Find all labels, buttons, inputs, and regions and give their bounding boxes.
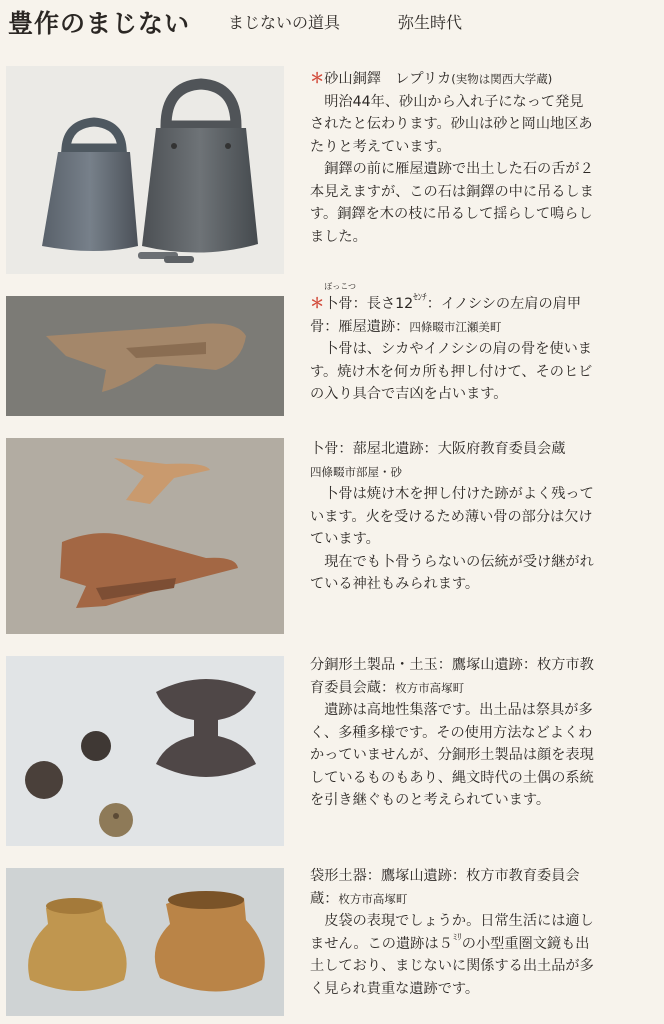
asterisk-mark: ＊ <box>310 296 325 312</box>
item-heading-2: 四條畷市部屋・砂 <box>310 464 402 479</box>
body-text: 卜骨は焼け木を押し付けた跡がよく残って <box>324 486 594 502</box>
unit-label: ﾐﾘ <box>452 932 462 943</box>
body-line: の入り具合で吉凶を占います。 <box>310 386 508 402</box>
body-line: しているものもあり、縄文時代の土偶の系統 <box>310 769 594 786</box>
photo-oracle-bone <box>6 296 284 416</box>
body-text: 明治44年、砂山から入れ子になって発見 <box>324 93 584 110</box>
item-bag-pottery-text <box>310 865 642 1000</box>
photo-bone-fragments <box>6 438 284 634</box>
heading-site: 育委員会蔵： <box>310 679 396 696</box>
body-line: されたと伝わります。砂山は砂と岡山地区あ <box>310 116 593 132</box>
item-heading <box>310 68 642 91</box>
asterisk-mark: ＊ <box>310 71 325 87</box>
body-line: ました。 <box>310 228 367 245</box>
body-text: 現在でも卜骨うらないの伝統が受け継がれ <box>324 553 594 570</box>
body-text: 遺跡は高地性集落です。出土品は祭具が多 <box>324 702 593 718</box>
body-text: の小型重圏文鏡も出 <box>461 935 590 952</box>
page-subtitle: まじないの道具 <box>228 13 341 32</box>
heading-location: 枚方市高塚町 <box>395 680 465 695</box>
body-line <box>310 158 642 181</box>
heading-ruby <box>324 282 357 316</box>
item-dotaku-text <box>310 68 642 248</box>
ruby-text: ぼっこつ <box>324 282 357 291</box>
item-heading-2 <box>310 677 642 700</box>
body-line: く、多種多様です。その使用方法などよくわ <box>310 724 593 741</box>
body-line: 土しており、まじないに関係する出土品が多 <box>310 958 594 974</box>
heading-kind: レプリカ <box>395 71 452 87</box>
item-heading: 分銅形土製品・土玉：鷹塚山遺跡：枚方市教 <box>310 657 594 673</box>
body-line: たりと考えています。 <box>310 138 451 155</box>
body-line: 本見えますが、この石は銅鐸の中に吊るしま <box>310 183 594 200</box>
heading-location: 枚方市高塚町 <box>338 891 408 906</box>
body-text: 銅鐸の前に雁屋遺跡で出土した石の舌が２ <box>324 161 594 177</box>
body-text: 皮袋の表現でしょうか。日常生活には適し <box>324 913 594 929</box>
item-heading: 卜骨：蔀屋北遺跡：大阪府教育委員会蔵 <box>310 441 566 457</box>
body-line: ています。 <box>310 531 380 547</box>
body-line: く見られ貴重な遺跡です。 <box>310 980 480 997</box>
item-heading-2 <box>310 316 642 339</box>
period-label: 弥生時代 <box>398 13 463 32</box>
heading-desc: ：イノシシの左肩の肩甲 <box>426 296 582 312</box>
body-line <box>310 933 642 956</box>
heading-location: 四條畷市江瀬美町 <box>409 319 502 334</box>
heading-length: ：長さ12 <box>352 296 414 312</box>
page-header <box>8 4 658 44</box>
body-line: います。火を受けるため薄い骨の部分は欠け <box>310 508 593 525</box>
item-heading: 袋形土器：鷹塚山遺跡：枚方市教育委員会 <box>310 868 580 884</box>
item-bone-fragments-text <box>310 438 642 596</box>
item-heading <box>310 282 642 316</box>
photo-clay-ornaments <box>6 656 284 846</box>
body-line <box>310 338 642 361</box>
heading-note: (実物は関西大学蔵) <box>451 72 553 86</box>
body-line <box>310 483 642 506</box>
heading-name: 卜骨 <box>324 296 353 312</box>
body-line: を引き継ぐものと考えられています。 <box>310 792 551 808</box>
body-text: ません。この遺跡は５ <box>310 935 453 952</box>
body-line <box>310 699 642 722</box>
body-line <box>310 910 642 933</box>
photo-bag-pottery <box>6 868 284 1016</box>
body-line: ている神社もみられます。 <box>310 576 480 592</box>
heading-site: 蔵： <box>310 890 339 907</box>
unit-label: ｾﾝﾁ <box>413 293 427 303</box>
heading-name: 砂山銅鐸 <box>324 71 381 87</box>
photo-dotaku-bells <box>6 66 284 274</box>
body-line: す。銅鐸を木の枝に吊るして揺らして鳴らし <box>310 206 593 222</box>
body-text: 卜骨は、シカやイノシシの肩の骨を使いま <box>324 341 592 357</box>
page-title: 豊作のまじない <box>8 9 191 38</box>
item-heading-2 <box>310 888 642 911</box>
body-line: かっていませんが、分銅形土製品は顔を表現 <box>310 747 594 763</box>
item-clay-ornaments-text <box>310 654 642 812</box>
body-line <box>310 551 642 574</box>
item-oracle-bone-text <box>310 282 642 406</box>
heading-site: 骨：雁屋遺跡： <box>310 318 410 335</box>
body-line: す。焼け木を何カ所も押し付けて、そのヒビ <box>310 363 593 380</box>
body-line <box>310 91 642 114</box>
